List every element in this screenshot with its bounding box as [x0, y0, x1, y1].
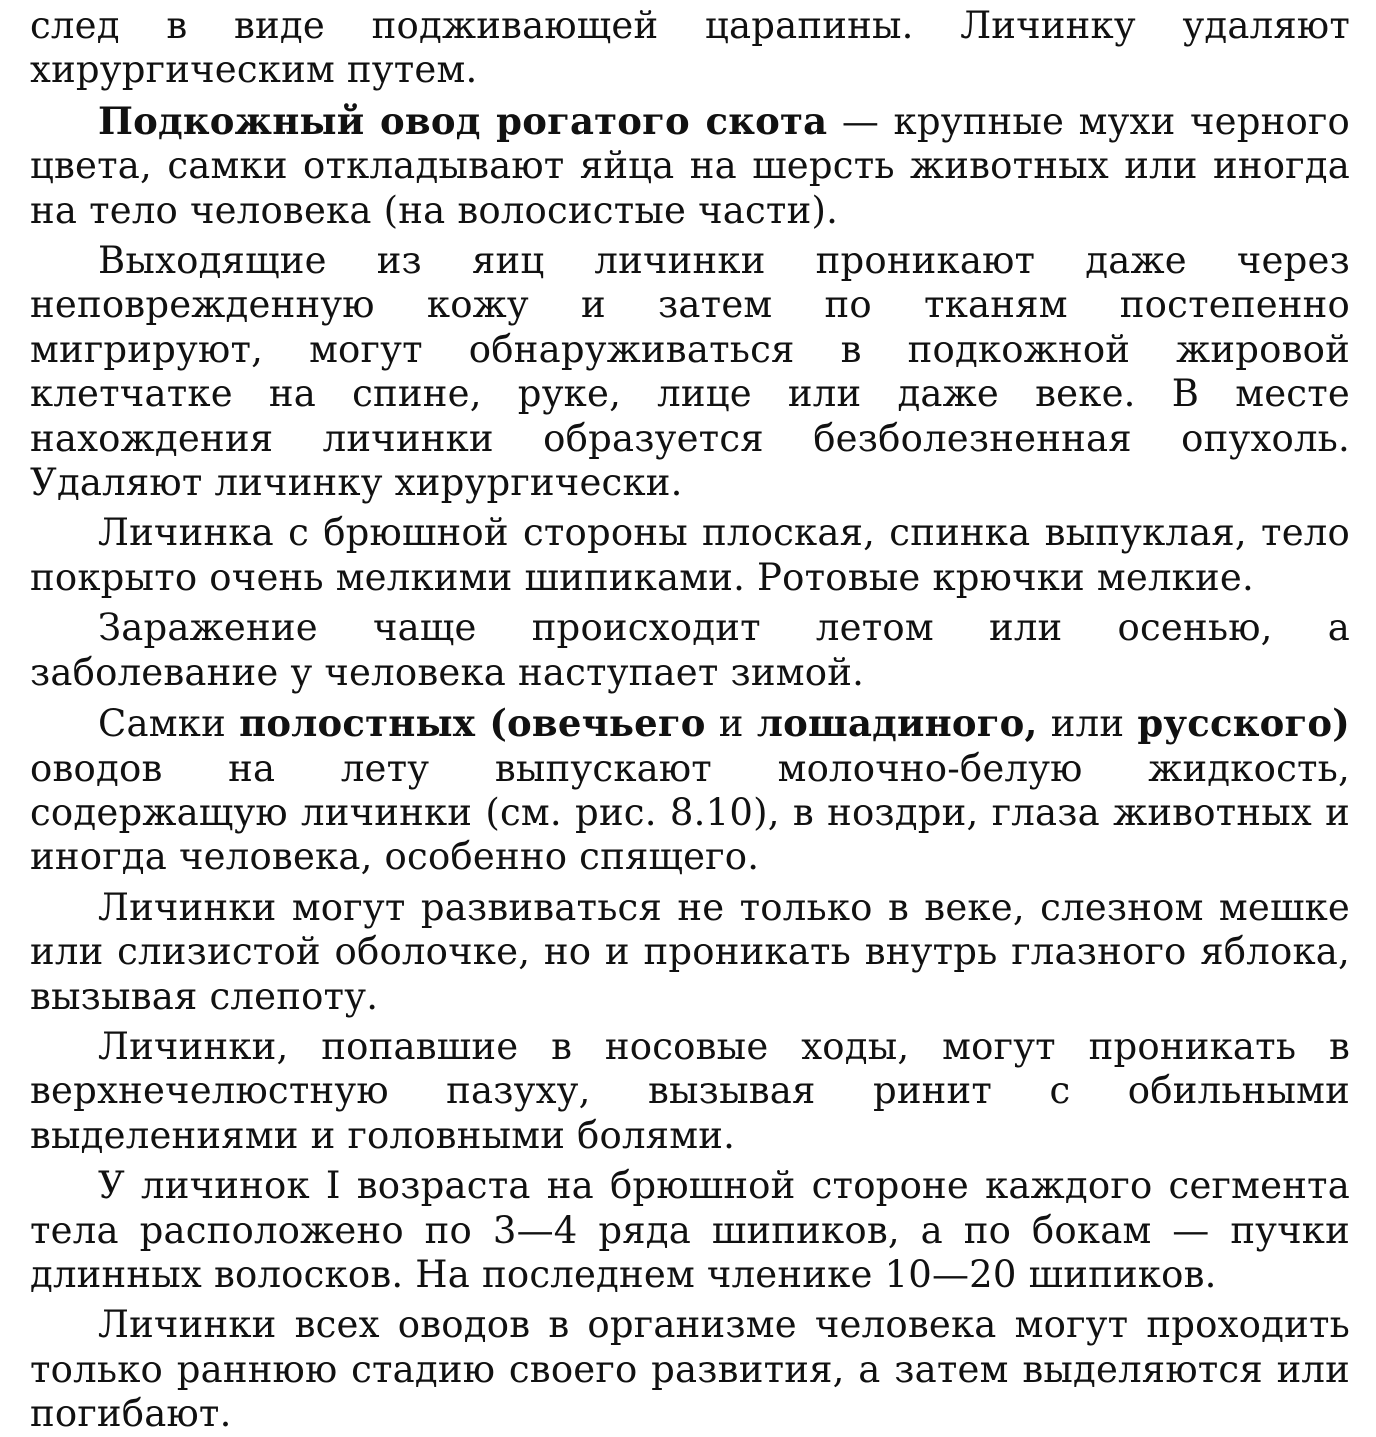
paragraph-7: Личинки могут развиваться не только в веке, слезном мешке или слизистой оболочке, но и проникать внутрь глазного яблока, вызывая слепоту. [30, 885, 1350, 1018]
paragraph-6 [30, 701, 1350, 880]
paragraph-6-e: оводов на лету выпускают молочно-белую жидкость, содержащую личинки (см. рис. 8.10), в ноздри, глаза животных и иногда человека, особенно спящего. [30, 746, 1350, 879]
paragraph-3: Выходящие из яиц личинки проникают даже через неповрежденную кожу и затем по тканям постепенно мигрируют, могут обнаруживаться в подкожной жировой клетчатке на спине, руке, лице или даже веке. В месте нахождения личинки образуется безболезненная опухоль. Удаляют личинку хирургически. [30, 239, 1350, 505]
paragraph-2 [30, 99, 1350, 233]
term-cavity-botflies: полостных (овечьего [239, 701, 706, 746]
paragraph-6-a: Самки [98, 702, 240, 746]
term-horse-botfly: лошадиного, [756, 701, 1038, 746]
paragraph-6-d: или [1037, 702, 1138, 746]
paragraph-2-text: — крупные мухи черного цвета, самки откладывают яйца на шерсть животных или иногда на тело человека (на волосистые части). [30, 99, 1350, 232]
paragraph-1: след в виде подживающей царапины. Личинку удаляют хирургическим путем. [30, 4, 1350, 92]
paragraph-4: Личинка с брюшной стороны плоская, спинка выпуклая, тело покрыто очень мелкими шипиками. Ротовые крючки мелкие. [30, 511, 1350, 599]
paragraph-10: Личинки всех оводов в организме человека могут проходить только раннюю стадию своего развития, а затем выделяются или погибают. [30, 1303, 1350, 1436]
term-subcutaneous-botfly: Подкожный овод рогатого скота [98, 98, 828, 143]
paragraph-6-c: и [705, 702, 757, 746]
paragraph-9: У личинок I возраста на брюшной стороне каждого сегмента тела расположено по 3—4 ряда шипиков, а по бокам — пучки длинных волосков. На последнем членике 10—20 шипиков. [30, 1164, 1350, 1296]
paragraph-5: Заражение чаще происходит летом или осенью, а заболевание у человека наступает зимой. [30, 606, 1350, 694]
term-russian-botfly: русского) [1137, 701, 1350, 746]
paragraph-8: Личинки, попавшие в носовые ходы, могут проникать в верхнечелюстную пазуху, вызывая ринит с обильными выделениями и головными болями. [30, 1024, 1350, 1157]
